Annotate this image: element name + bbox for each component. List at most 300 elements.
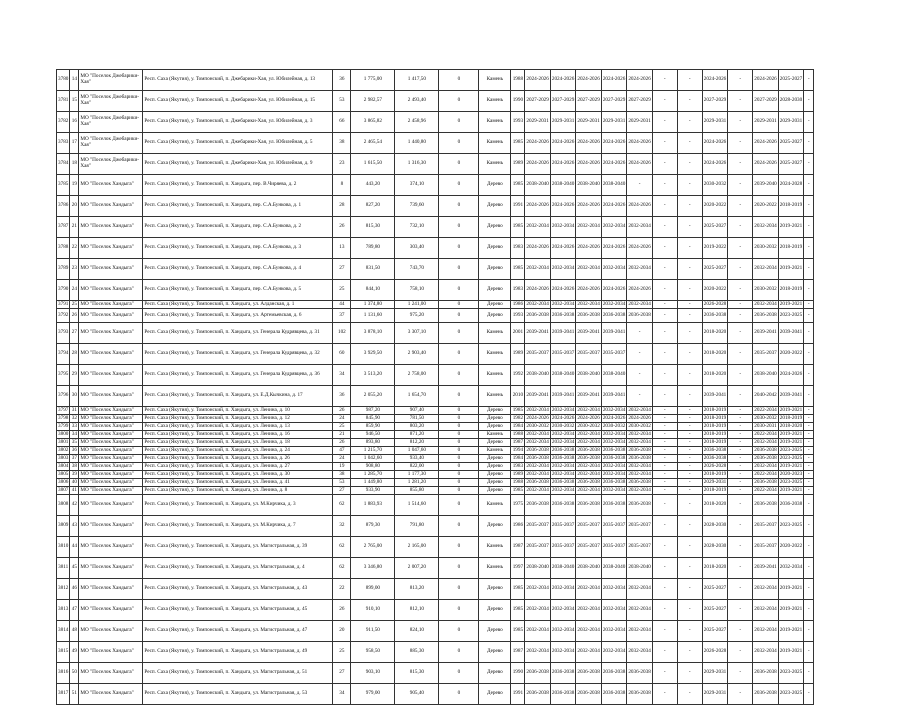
cell-n: 23 (70, 259, 79, 280)
cell-p1: 2036-2038 (526, 478, 549, 485)
cell-p7: 2036-2038 (753, 495, 778, 516)
cell-id: 3791 (58, 300, 69, 307)
cell-d4: - (804, 579, 814, 600)
cell-p8: 2023-2025 (779, 454, 803, 461)
cell-p6: 2029-2031 (702, 684, 727, 705)
cell-p5: 2032-2034 (628, 406, 651, 413)
cell-n: 47 (70, 600, 79, 621)
cell-p3: 2024-2026 (576, 280, 601, 301)
cell-p5: 2032-2034 (627, 600, 652, 621)
cell-org: МО "Поселок Хандыга" (79, 516, 143, 537)
cell-d1: - (652, 280, 677, 301)
cell-p6: 2027-2029 (702, 91, 727, 112)
cell-d1: - (652, 365, 677, 386)
cell-fl: 38 (333, 133, 351, 154)
cell-p6: 2039-2041 (702, 386, 727, 407)
cell-addr: Респ. Саха (Якутия), у. Томпонский, п. Джебарики-Хая, ул. Юбилейная, д. 9 (143, 154, 333, 175)
cell-z: 0 (439, 684, 479, 705)
cell-p6: 2018-2020 (702, 558, 727, 579)
cell-p7: 2036-2038 (754, 478, 777, 485)
cell-addr: Респ. Саха (Якутия), у. Томпонский, п. Хандыга, ул. Магистральная, д. 4 (143, 558, 333, 579)
cell-fl: 44 (333, 301, 351, 309)
cell-p6: 2026-2028 (702, 642, 727, 663)
cell-d4: - (804, 600, 814, 621)
cell-p3: 2035-2037 (576, 537, 601, 558)
cell-yr: 1987 (511, 642, 525, 663)
cell-d4: - (804, 558, 814, 579)
cell-p7: 2035-2037 (753, 516, 778, 537)
cell-a2: 2 903,40 (395, 344, 439, 365)
cell-p5: 2027-2029 (627, 91, 652, 112)
cell-p3: 2038-2040 (576, 558, 601, 579)
table-row (57, 516, 814, 537)
cell-n: 51 (70, 684, 79, 705)
cell-fl: 32 (333, 516, 351, 537)
cell-p1: 2038-2040 (525, 175, 550, 196)
cell-p1: 2024-2026 (525, 280, 550, 301)
cell-mat: Дерево (479, 259, 511, 280)
cell-d3: - (728, 196, 753, 217)
cell-a1: 1 615,50 (351, 154, 395, 175)
cell-mat: Дерево (479, 407, 511, 415)
cell-d1: - (652, 415, 677, 423)
cell-d3: - (728, 431, 753, 439)
cell-d4: - (804, 642, 814, 663)
cell-id: 3784 (57, 154, 70, 175)
table-row (57, 323, 814, 344)
cell-mat: Камень (479, 365, 511, 386)
cell-yr: 2010 (511, 386, 525, 407)
cell-d2: - (677, 495, 702, 516)
cell-p4: 2039-2041 (601, 386, 626, 407)
cell-p4: 2039-2041 (601, 323, 626, 344)
cell-addr: Респ. Саха (Якутия), у. Томпонский, п. Хандыга, ул. Алданская, д. 1 (143, 301, 333, 309)
cell-n: 35 (71, 438, 77, 445)
table-row (57, 196, 814, 217)
cell-org: МО "Поселок Хандыга" (79, 471, 143, 479)
cell-d2: - (677, 238, 702, 259)
cell-yr: 1986 (511, 516, 525, 537)
cell-org: МО "Поселок Хандыга" (79, 301, 143, 309)
cell-d4: - (804, 112, 814, 133)
cell-n: 48 (70, 621, 79, 642)
cell-p1: 2032-2034 (526, 470, 549, 477)
cell-a1: 2 765,00 (351, 537, 395, 558)
cell-yr: 1993 (511, 112, 525, 133)
cell-p1: 2032-2034 (525, 217, 550, 238)
cell-d3: - (728, 579, 753, 600)
cell-addr: Респ. Саха (Якутия), у. Томпонский, п. Хандыга, пер. С.А.Бункова, д. 2 (143, 217, 333, 238)
cell-id: 3815 (57, 642, 70, 663)
table-row (57, 407, 814, 415)
cell-fl: 24 (333, 415, 351, 423)
cell-p2: 2032-2034 (551, 430, 575, 437)
cell-p6: 2018-2020 (702, 495, 727, 516)
cell-p7: 2040-2042 (753, 386, 778, 407)
cell-addr: Респ. Саха (Якутия), у. Томпонский, п. Хандыга, ул. Магистральная, д. 53 (143, 684, 333, 705)
cell-d3: - (728, 415, 753, 423)
cell-p1: 2039-2041 (525, 323, 550, 344)
cell-p1: 2036-2038 (526, 454, 549, 461)
cell-p6: 2018-2019 (703, 438, 727, 445)
cell-p5: 2024-2026 (627, 280, 652, 301)
cell-p2: 2032-2034 (551, 438, 575, 445)
cell-yr: 1993 (511, 309, 525, 323)
cell-n: 28 (70, 344, 79, 365)
cell-d1: - (652, 495, 677, 516)
cell-org: МО "Поселок Хандыга" (79, 439, 143, 447)
cell-p4: 2038-2040 (601, 558, 626, 579)
cell-fl: 22 (333, 579, 351, 600)
table-row (57, 621, 814, 642)
cell-z: 0 (439, 154, 479, 175)
table-row (57, 280, 814, 301)
cell-yr: 1992 (511, 365, 525, 386)
cell-id: 3781 (57, 91, 70, 112)
cell-p4: 2024-2026 (601, 154, 626, 175)
cell-addr: Респ. Саха (Якутия), у. Томпонский, п. Хандыга, ул. М.Кирчика, д. 3 (143, 495, 333, 516)
cell-addr: Респ. Саха (Якутия), у. Томпонский, п. Хандыга, ул. М.Кирчика, д. 7 (143, 516, 333, 537)
cell-d2: - (677, 175, 702, 196)
cell-p6: 2018-2020 (702, 344, 727, 365)
cell-d3: - (728, 663, 753, 684)
cell-p8: 2019-2021 (778, 621, 803, 642)
cell-p5: 2032-2034 (627, 217, 652, 238)
cell-id: 3786 (57, 196, 70, 217)
cell-a1: 903,10 (351, 663, 395, 684)
cell-d4: - (804, 479, 814, 487)
cell-d2: - (677, 196, 702, 217)
cell-org: МО "Поселок Хандыга" (79, 415, 143, 423)
cell-id: 3808 (57, 495, 70, 516)
cell-p2: 2032-2034 (551, 300, 575, 307)
cell-a1: 815,30 (351, 217, 395, 238)
table-row (57, 447, 814, 455)
cell-p1: 2036-2038 (525, 495, 550, 516)
cell-a2: 907,40 (395, 407, 439, 415)
cell-id: 3798 (58, 414, 69, 421)
cell-a2: 2 007,20 (395, 558, 439, 579)
cell-mat: Дерево (479, 175, 511, 196)
cell-p1: 2024-2026 (525, 70, 550, 91)
cell-org: МО "Поселок Хандыга" (79, 621, 143, 642)
cell-p5: 2032-2034 (628, 300, 651, 307)
cell-p4: 2030-2032 (602, 422, 626, 429)
cell-p8: 2024-2026 (778, 365, 803, 386)
cell-d2: - (677, 439, 702, 447)
cell-p7: 2032-2034 (753, 217, 778, 238)
cell-p3: 2032-2034 (577, 300, 600, 307)
cell-d3: - (728, 344, 753, 365)
cell-d3: - (728, 558, 753, 579)
cell-p3: 2036-2038 (577, 446, 600, 453)
cell-p8: 2018-2019 (778, 196, 803, 217)
cell-p5: 2032-2034 (628, 430, 651, 437)
cell-z: 0 (439, 495, 479, 516)
cell-d4: - (804, 259, 814, 280)
cell-d3: - (728, 516, 753, 537)
cell-p5: 2036-2038 (628, 446, 651, 453)
cell-d4: - (804, 365, 814, 386)
cell-p8: 2029-2031 (778, 112, 803, 133)
table-row (57, 70, 814, 91)
cell-p1: 2032-2034 (526, 486, 549, 493)
cell-p7: 2036-2038 (754, 446, 777, 453)
cell-d4: - (804, 471, 814, 479)
cell-p3: 2024-2026 (576, 238, 601, 259)
cell-fl: 23 (333, 154, 351, 175)
cell-yr: 1988 (512, 430, 524, 437)
cell-p4: 2032-2034 (602, 486, 626, 493)
cell-d4: - (804, 663, 814, 684)
cell-p4: 2024-2026 (601, 238, 626, 259)
cell-p4: 2032-2034 (601, 579, 626, 600)
cell-p3: 2024-2026 (576, 70, 601, 91)
cell-mat: Дерево (479, 621, 511, 642)
table-row (57, 301, 814, 309)
cell-p5: 2038-2040 (627, 558, 652, 579)
cell-z: 0 (439, 558, 479, 579)
cell-a1: 933,90 (351, 487, 395, 495)
cell-p2: 2032-2034 (550, 621, 575, 642)
cell-a2: 2 758,00 (395, 365, 439, 386)
cell-p6: 2025-2027 (702, 600, 727, 621)
cell-d2: - (677, 642, 702, 663)
cell-d4: - (804, 439, 814, 447)
table-row (57, 431, 814, 439)
cell-yr: 1987 (512, 438, 524, 445)
cell-d2: - (677, 463, 702, 471)
cell-p3: 2032-2034 (576, 217, 601, 238)
cell-mat: Дерево (479, 196, 511, 217)
cell-p1: 2032-2034 (525, 579, 550, 600)
cell-d1: - (652, 621, 677, 642)
cell-p3: 2024-2026 (577, 414, 600, 421)
cell-fl: 20 (333, 621, 351, 642)
cell-fl: 66 (333, 112, 351, 133)
cell-org: МО "Поселок Хандыга" (79, 309, 143, 323)
cell-addr: Респ. Саха (Якутия), у. Томпонский, п. Хандыга, ул. Ленина, д. 27 (143, 463, 333, 471)
cell-p7: 2036-2038 (753, 309, 778, 323)
table-row (57, 133, 814, 154)
cell-p6: 2018-2019 (703, 422, 727, 429)
cell-p1: 2032-2034 (525, 642, 550, 663)
cell-p3: 2024-2026 (576, 133, 601, 154)
cell-d1: - (652, 309, 677, 323)
cell-d4: - (804, 495, 814, 516)
cell-id: 3796 (57, 386, 70, 407)
cell-addr: Респ. Саха (Якутия), у. Томпонский, п. Хандыга, ул. Ленина, д. 10 (143, 407, 333, 415)
cell-p2: 2029-2031 (550, 112, 575, 133)
cell-p2: 2032-2034 (551, 462, 575, 469)
cell-a2: 812,10 (395, 600, 439, 621)
cell-a2: 1 417,50 (395, 70, 439, 91)
cell-d1: - (652, 447, 677, 455)
cell-p3: 2038-2040 (576, 365, 601, 386)
cell-mat: Камень (479, 447, 511, 455)
cell-d2: - (677, 415, 702, 423)
cell-a1: 946,50 (351, 431, 395, 439)
cell-id: 3812 (57, 579, 70, 600)
cell-id: 3811 (57, 558, 70, 579)
cell-org: МО "Поселок Хандыга" (79, 487, 143, 495)
cell-a1: 987,20 (351, 407, 395, 415)
cell-p4: 2036-2038 (601, 684, 626, 705)
cell-mat: Камень (479, 323, 511, 344)
cell-d2: - (677, 423, 702, 431)
cell-p3: 2029-2031 (576, 112, 601, 133)
cell-addr: Респ. Саха (Якутия), у. Томпонский, п. Хандыга, пер. С.А.Бункова, д. 4 (143, 259, 333, 280)
cell-z: 0 (439, 471, 479, 479)
cell-a1: 844,10 (351, 280, 395, 301)
cell-a2: 1 241,00 (395, 301, 439, 309)
cell-a1: 3 346,80 (351, 558, 395, 579)
cell-p8: 2019-2021 (779, 430, 803, 437)
cell-d3: - (728, 455, 753, 463)
cell-p2: 2038-2040 (550, 175, 575, 196)
cell-a2: 812,20 (395, 439, 439, 447)
cell-d4: - (804, 455, 814, 463)
cell-p4: 2024-2026 (602, 414, 626, 421)
cell-d3: - (728, 447, 753, 455)
cell-n: 31 (71, 406, 77, 413)
cell-p8: 2036-2038 (778, 495, 803, 516)
cell-yr: 1989 (511, 154, 525, 175)
cell-id: 3802 (58, 446, 69, 453)
cell-p4: 2024-2026 (601, 133, 626, 154)
cell-yr: 1987 (511, 537, 525, 558)
cell-fl: 25 (333, 423, 351, 431)
cell-p2: 2038-2040 (550, 365, 575, 386)
cell-p8: 2020-2022 (778, 537, 803, 558)
cell-mat: Дерево (479, 479, 511, 487)
table-row (57, 415, 814, 423)
cell-d1: - (652, 471, 677, 479)
cell-d2: - (677, 447, 702, 455)
cell-d2: - (677, 487, 702, 495)
cell-p3: 2036-2038 (577, 454, 600, 461)
cell-p3: 2024-2026 (576, 154, 601, 175)
cell-p8: 2025-2027 (778, 154, 803, 175)
cell-p4: 2024-2026 (601, 196, 626, 217)
cell-p2: 2039-2041 (550, 323, 575, 344)
cell-d4: - (804, 386, 814, 407)
cell-d1: - (652, 579, 677, 600)
cell-a1: 831,50 (351, 259, 395, 280)
cell-d3: - (728, 259, 753, 280)
cell-addr: Респ. Саха (Якутия), у. Томпонский, п. Хандыга, ул. Генерала Кудрявцева, д. 36 (143, 365, 333, 386)
cell-id: 3782 (57, 112, 70, 133)
cell-addr: Респ. Саха (Якутия), у. Томпонский, п. Хандыга, ул. Магистральная, д. 51 (143, 663, 333, 684)
cell-p5: 2032-2034 (628, 470, 651, 477)
cell-z: 0 (439, 516, 479, 537)
cell-d4: - (804, 175, 814, 196)
cell-p3: 2032-2034 (577, 438, 600, 445)
cell-d4: - (804, 238, 814, 259)
cell-d2: - (677, 365, 702, 386)
cell-fl: 19 (333, 463, 351, 471)
cell-p4: 2032-2034 (602, 462, 626, 469)
cell-addr: Респ. Саха (Якутия), у. Томпонский, п. Хандыга, ул. Магистральная, д. 49 (143, 642, 333, 663)
cell-p2: 2035-2037 (550, 516, 575, 537)
cell-id: 3801 (58, 438, 69, 445)
cell-p7: 2030-2031 (754, 422, 777, 429)
cell-id: 3817 (57, 684, 70, 705)
cell-d4: - (804, 91, 814, 112)
cell-p6: 2029-2031 (702, 663, 727, 684)
cell-n: 18 (70, 154, 79, 175)
cell-p7: 2030-2032 (754, 414, 777, 421)
cell-a1: 1 374,80 (351, 301, 395, 309)
cell-yr: 1997 (511, 558, 525, 579)
table-row (57, 238, 814, 259)
cell-yr: 1984 (512, 454, 524, 461)
cell-org: МО "Поселок Хандыга" (79, 455, 143, 463)
cell-p4: 2032-2034 (601, 642, 626, 663)
cell-org: МО "Поселок Хандыга" (79, 196, 143, 217)
cell-p2: 2024-2026 (550, 280, 575, 301)
cell-d1: - (652, 516, 677, 537)
cell-org: МО "Поселок Джебарики-Хая" (79, 91, 143, 112)
cell-z: 0 (439, 423, 479, 431)
cell-id: 3785 (57, 175, 70, 196)
cell-p5: 2035-2037 (627, 537, 652, 558)
cell-p8: 2039-2041 (778, 323, 803, 344)
cell-fl: 47 (333, 447, 351, 455)
cell-d4: - (804, 431, 814, 439)
cell-a1: 1 131,60 (351, 309, 395, 323)
cell-fl: 28 (333, 196, 351, 217)
cell-mat: Дерево (479, 439, 511, 447)
cell-p4: 2032-2034 (602, 438, 626, 445)
cell-p2: 2036-2038 (550, 309, 575, 323)
cell-p8: 2020-2023 (779, 470, 803, 477)
cell-p5: 2024-2026 (628, 414, 651, 421)
cell-org: МО "Поселок Хандыга" (79, 323, 143, 344)
cell-a2: 822,00 (395, 463, 439, 471)
cell-addr: Респ. Саха (Якутия), у. Томпонский, п. Хандыга, ул. Магистральная, д. 43 (143, 579, 333, 600)
cell-org: МО "Поселок Хандыга" (79, 344, 143, 365)
cell-fl: 38 (333, 471, 351, 479)
cell-d4: - (804, 301, 814, 309)
cell-p7: 2035-2037 (753, 537, 778, 558)
cell-p6: 2036-2038 (702, 309, 727, 323)
cell-mat: Дерево (479, 663, 511, 684)
cell-p7: 2024-2026 (753, 70, 778, 91)
cell-d2: - (677, 323, 702, 344)
cell-yr: 1994 (512, 446, 524, 453)
cell-n: 34 (71, 430, 77, 437)
cell-d4: - (804, 280, 814, 301)
cell-d1: - (652, 112, 677, 133)
cell-d2: - (677, 558, 702, 579)
cell-d1: - (652, 684, 677, 705)
cell-p5: - (627, 386, 652, 407)
cell-n: 16 (70, 112, 79, 133)
cell-id: 3799 (58, 422, 69, 429)
cell-p3: 2032-2034 (576, 600, 601, 621)
cell-p4: 2036-2038 (601, 495, 626, 516)
cell-p5: - (627, 175, 652, 196)
cell-z: 0 (439, 415, 479, 423)
cell-addr: Респ. Саха (Якутия), у. Томпонский, п. Хандыга, пер. С.А.Бункова, д. 5 (143, 280, 333, 301)
cell-p6: 2018-2019 (703, 406, 727, 413)
cell-d3: - (728, 309, 753, 323)
cell-d1: - (652, 323, 677, 344)
cell-p3: 2036-2038 (576, 663, 601, 684)
cell-p2: 2038-2040 (550, 558, 575, 579)
cell-z: 0 (439, 175, 479, 196)
